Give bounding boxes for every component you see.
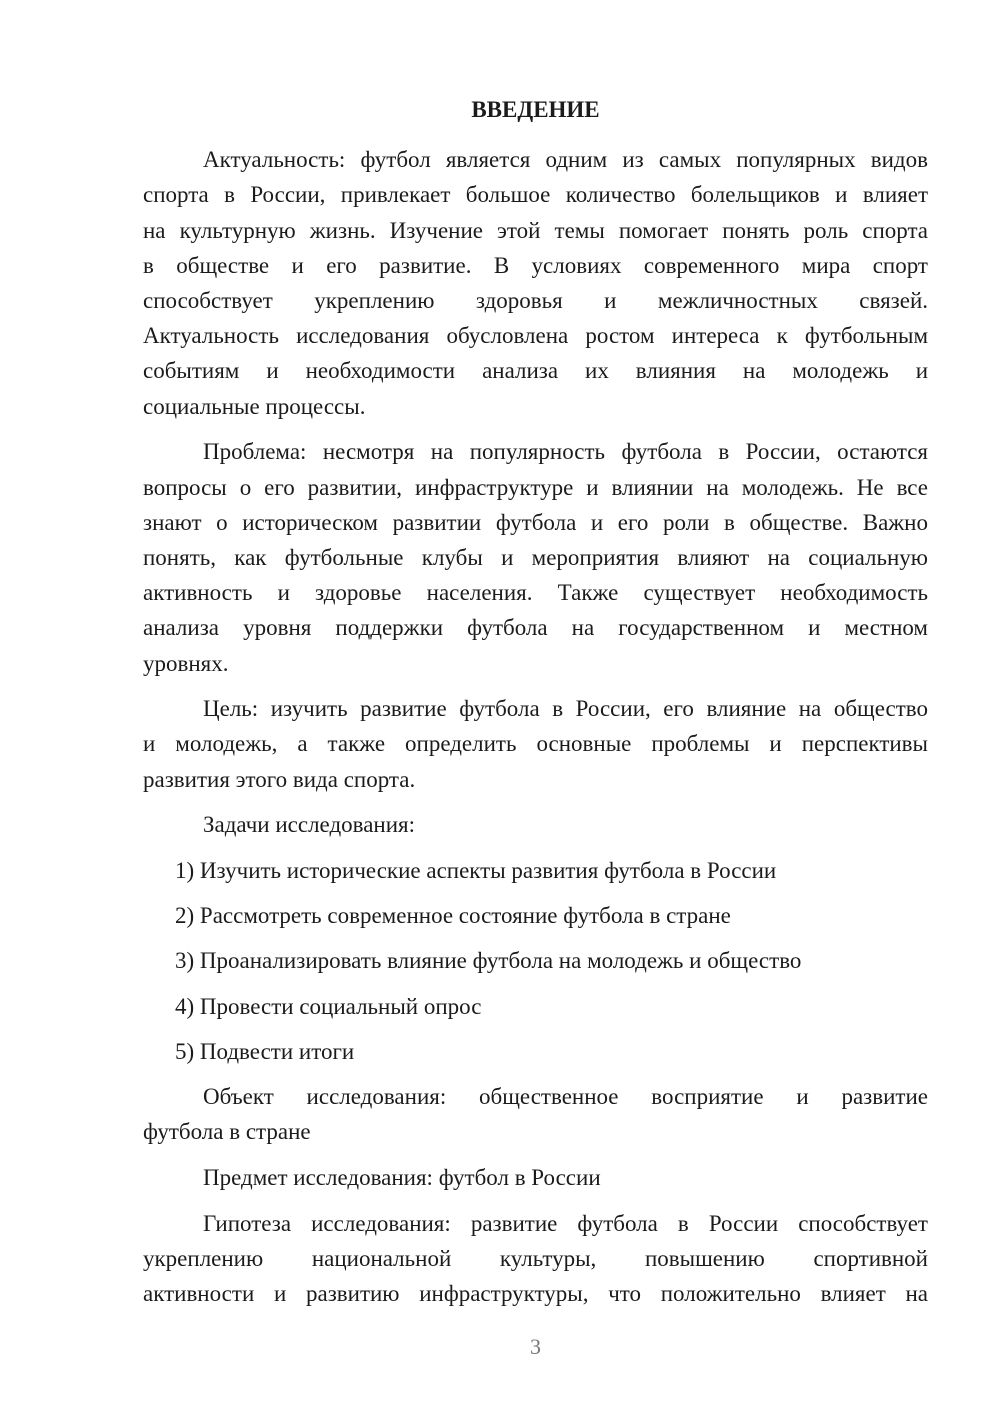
list-item: 5) Подвести итоги <box>175 1038 355 1064</box>
paragraph-line: событиям и необходимости анализа их влияния на молодежь и <box>143 358 928 384</box>
paragraph-line: футбола в стране <box>143 1119 311 1145</box>
tasks-heading-text: Задачи исследования: <box>203 812 416 838</box>
subject-paragraph <box>143 1160 928 1195</box>
object-paragraph <box>143 1079 928 1149</box>
text-body <box>143 92 928 1322</box>
paragraph-line: способствует укреплению здоровья и межличностных связей. <box>143 288 928 314</box>
page-number: 3 <box>530 1334 541 1359</box>
tasks-heading <box>143 807 928 842</box>
hypothesis-paragraph <box>143 1206 928 1312</box>
paragraph-line: анализа уровня поддержки футбола на государственном и местном <box>143 615 928 641</box>
problem-paragraph <box>143 434 928 680</box>
paragraph-line: на культурную жизнь. Изучение этой темы помогает понять роль спорта <box>143 217 928 243</box>
paragraph-line: развития этого вида спорта. <box>143 766 416 792</box>
list-item: 4) Провести социальный опрос <box>175 993 482 1019</box>
paragraph-line: вопросы о его развитии, инфраструктуре и влиянии на молодежь. Не все <box>143 474 928 500</box>
paragraph-line: активность и здоровье населения. Также существует необходимость <box>143 580 928 606</box>
list-item: 1) Изучить исторические аспекты развития футбола в России <box>175 858 777 884</box>
relevance-paragraph <box>143 142 928 424</box>
paragraph-line: Предмет исследования: футбол в России <box>203 1164 601 1190</box>
paragraph-line: понять, как футбольные клубы и мероприятия влияют на социальную <box>143 544 928 570</box>
paragraph-line: Актуальность: футбол является одним из самых популярных видов <box>203 147 928 173</box>
paragraph-line: активности и развитию инфраструктуры, что положительно влияет на <box>143 1281 928 1307</box>
page-title: ВВЕДЕНИЕ <box>471 97 600 122</box>
paragraph-line: укреплению национальной культуры, повышению спортивной <box>143 1245 928 1271</box>
paragraph-line: Цель: изучить развитие футбола в России, его влияние на общество <box>203 696 928 722</box>
paragraph-line: Актуальность исследования обусловлена ростом интереса к футбольным <box>143 323 928 349</box>
paragraph-line: знают о историческом развитии футбола и его роли в обществе. Важно <box>143 509 928 535</box>
paragraph-line: в обществе и его развитие. В условиях современного мира спорт <box>143 252 928 278</box>
paragraph-line: Проблема: несмотря на популярность футбола в России, остаются <box>203 439 928 465</box>
tasks-list <box>143 853 928 1069</box>
goal-paragraph <box>143 691 928 797</box>
list-item: 2) Рассмотреть современное состояние футбола в стране <box>175 903 731 929</box>
list-item: 3) Проанализировать влияние футбола на молодежь и общество <box>175 948 802 974</box>
paragraph-line: уровнях. <box>143 650 229 676</box>
paragraph-line: Гипотеза исследования: развитие футбола в России способствует <box>203 1210 928 1236</box>
paragraph-line: спорта в России, привлекает большое количество болельщиков и влияет <box>143 182 928 208</box>
paragraph-line: Объект исследования: общественное восприятие и развитие <box>203 1084 928 1110</box>
paragraph-line: и молодежь, а также определить основные проблемы и перспективы <box>143 731 928 757</box>
paragraph-line: социальные процессы. <box>143 393 366 419</box>
